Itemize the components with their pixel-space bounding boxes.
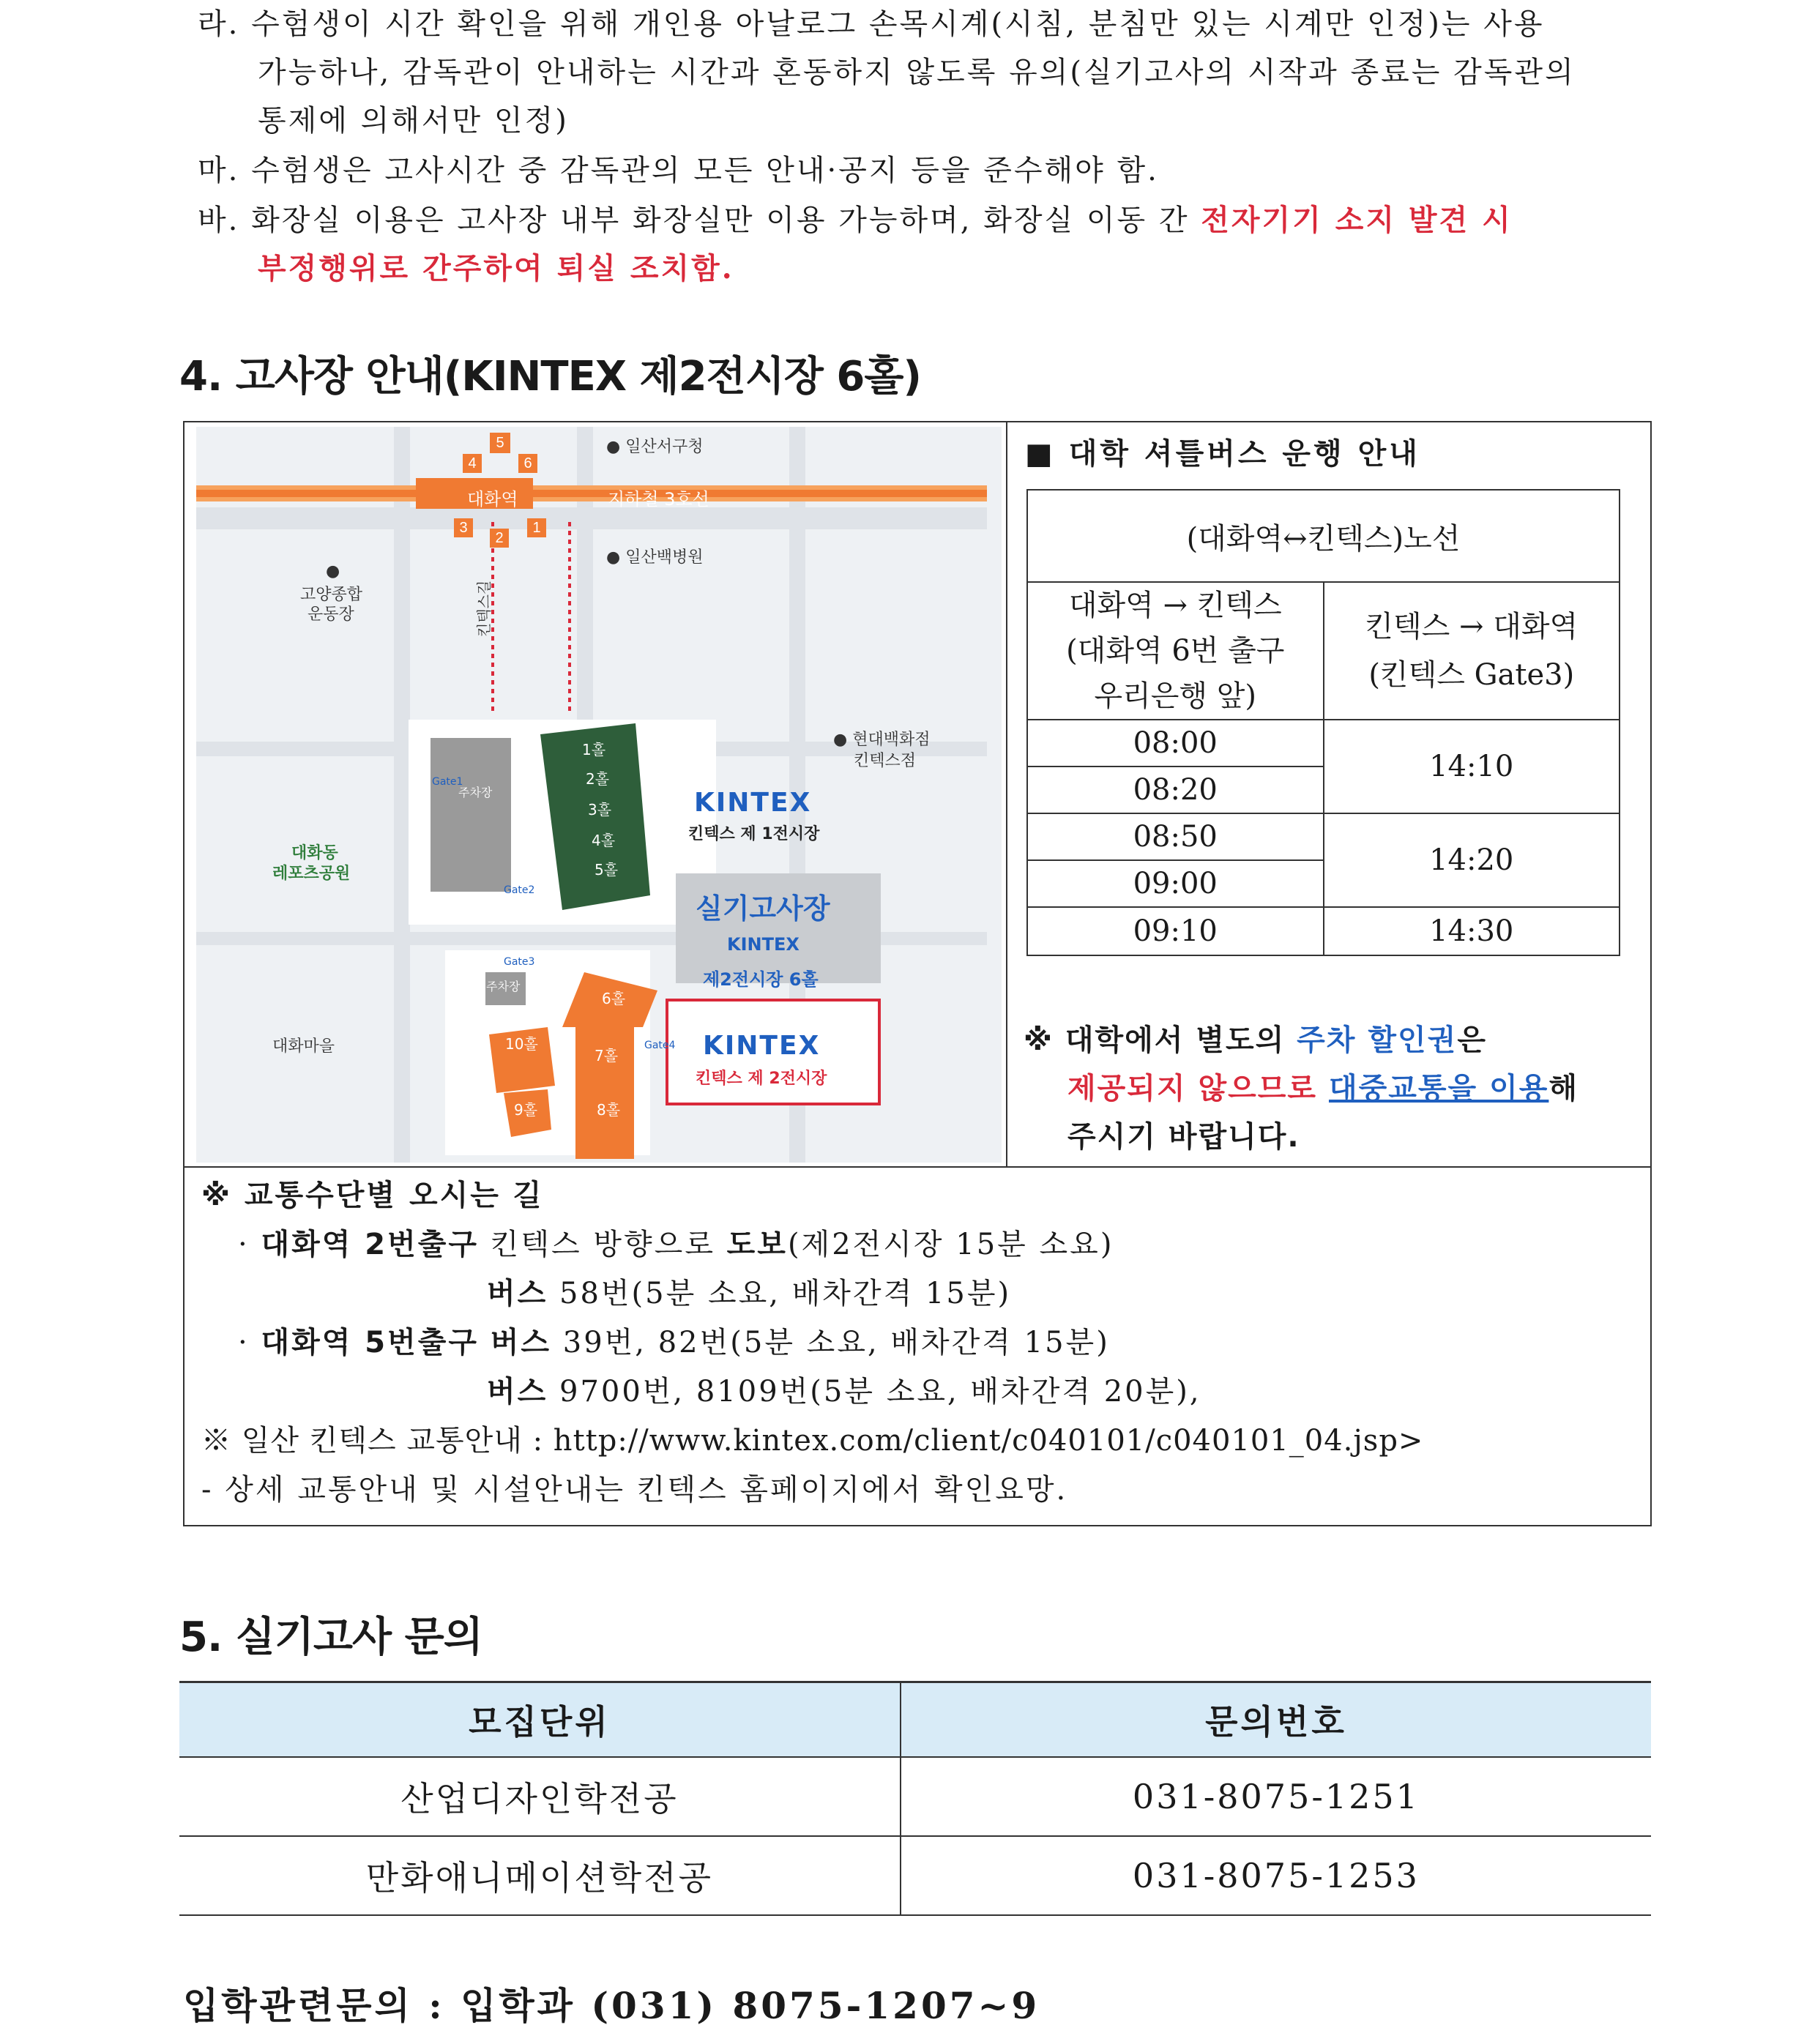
rule-ra-line2: 가능하나, 감독관이 안내하는 시간과 혼동하지 않도록 유의(실기고사의 시작과 종료는 감독관의 — [258, 56, 1576, 89]
kintex2-logo: KINTEX — [703, 1031, 821, 1061]
poi-ilsan-hospital-label: 일산백병원 — [625, 548, 704, 567]
hall-8: 8홀 — [597, 1101, 621, 1119]
poi-park-line1: 대화동 — [291, 844, 338, 862]
parking-label: 주차장 — [458, 786, 493, 799]
exam-site-hall: 제2전시장 6홀 — [703, 969, 819, 990]
note-text1: 대학에서 별도의 — [1065, 1023, 1297, 1057]
shuttle-departure: 08:20 — [1027, 766, 1324, 813]
poi-ilsanseogu-label: 일산서구청 — [625, 438, 704, 456]
vertical-divider — [1006, 421, 1007, 1168]
shuttle-table — [1026, 489, 1620, 956]
transport-title: ※ 교통수단별 오시는 길 — [201, 1179, 544, 1212]
note-text6: 해 — [1548, 1072, 1579, 1105]
hall-9: 9홀 — [514, 1101, 538, 1119]
rule-ba-warning: 전자기기 소지 발견 시 — [1201, 203, 1513, 237]
poi-ilsan-hospital: ● 일산백병원 — [606, 548, 704, 567]
transport-exit5-bus1: · 대화역 5번출구 버스 39번, 82번(5분 소요, 배차간격 15분) — [238, 1326, 1110, 1359]
kintex1-logo: KINTEX — [694, 788, 812, 818]
transport-exit5-bus2 — [201, 1368, 1423, 1417]
exit5-bus2: 9700번, 8109번(5분 소요, 배차간격 20분), — [548, 1375, 1201, 1409]
shuttle-col2-line2: (킨텍스 Gate3) — [1368, 658, 1575, 692]
admission-inquiry: 입학관련문의 : 입학과 (031) 8075-1207~9 — [183, 1984, 1040, 2027]
parking-note-line2 — [1024, 1064, 1579, 1113]
exit-1-marker: 1 — [527, 518, 546, 537]
note-discount: 주차 할인권 — [1297, 1023, 1458, 1057]
poi-hyundai-line2: 킨텍스점 — [854, 752, 917, 770]
note-public-transit: 대중교통을 이용 — [1328, 1072, 1549, 1105]
shuttle-title: ■ 대학 셔틀버스 운행 안내 — [1025, 437, 1420, 471]
shuttle-col1-header — [1027, 582, 1324, 720]
exit5-bus1: 39번, 82번(5분 소요, 배차간격 15분) — [551, 1326, 1110, 1359]
subway-line-label: 지하철 3호선 — [608, 489, 709, 510]
rule-ba-line1 — [198, 196, 1513, 245]
transport-exit2-walk: · 대화역 2번출구 킨텍스 방향으로 도보(제2전시장 15분 소요) — [238, 1228, 1114, 1261]
note-mark: ※ — [1024, 1023, 1054, 1057]
rule-ba-text: 바. 화장실 이용은 고사장 내부 화장실만 이용 가능하며, 화장실 이동 간 — [198, 204, 1201, 237]
hall-1: 1홀 — [582, 741, 606, 758]
poi-village: 대화마을 — [272, 1037, 335, 1056]
exit5-label: 대화역 5번출구 — [261, 1326, 480, 1359]
contact-header-unit: 모집단위 — [179, 1682, 901, 1758]
shuttle-col1-line3: 우리은행 앞) — [1094, 679, 1257, 713]
shuttle-departure: 08:00 — [1027, 720, 1324, 766]
exam-site-label: 실기고사장 — [696, 892, 830, 925]
rule-ra-line1: 라. 수험생이 시간 확인을 위해 개인용 아날로그 손목시계(시침, 분침만 있는 시계만 인정)는 사용 — [198, 7, 1545, 41]
note-not-provided: 제공되지 않으므로 — [1067, 1072, 1329, 1105]
hall-5: 5홀 — [595, 861, 619, 879]
contact-header-phone: 문의번호 — [901, 1682, 1651, 1758]
poi-stadium-line2: 운동장 — [308, 605, 354, 624]
shuttle-col1-line1: 대화역 → 킨텍스 — [1068, 589, 1282, 622]
exit-5-marker: 5 — [490, 433, 510, 453]
exit2-walk-a: 킨텍스 방향으로 — [479, 1228, 727, 1261]
poi-park-line2: 레포츠공원 — [272, 865, 351, 883]
contact-unit: 만화애니메이션학전공 — [179, 1836, 901, 1915]
poi-hyundai-line1: ● 현대백화점 — [833, 731, 931, 749]
parking2-label: 주차장 — [486, 980, 521, 993]
poi-ilsanseogu: ● 일산서구청 — [606, 438, 704, 456]
exit-6-marker: 6 — [518, 454, 537, 473]
transport-ilsan-info: ※ 일산 킨텍스 교통안내 : http://www.kintex.com/client/c040101/c040101_04.jsp> — [201, 1424, 1424, 1458]
shuttle-return: 14:10 — [1324, 720, 1620, 813]
poi-hyundai-label: 현대백화점 — [852, 731, 931, 749]
gate3-label: Gate3 — [504, 956, 535, 968]
hall-4: 4홀 — [592, 832, 616, 849]
exit2-bus: 58번(5분 소요, 배차간격 15분) — [548, 1277, 1012, 1310]
road-kintex-label: 킨텍스길 — [475, 580, 493, 637]
shuttle-route: (대화역↔킨텍스)노선 — [1027, 490, 1620, 582]
section4-title: 4. 고사장 안내(KINTEX 제2전시장 6홀) — [179, 353, 922, 400]
parking-note-line3: 주시기 바랍니다. — [1067, 1120, 1300, 1154]
rule-ba-line2: 부정행위로 간주하여 퇴실 조치함. — [258, 251, 734, 286]
exit5-bus1-label: 버스 — [490, 1326, 552, 1359]
table-row — [179, 1757, 1651, 1836]
exit5-bus2-label: 버스 — [487, 1375, 548, 1409]
parking-note-line1 — [1024, 1016, 1579, 1064]
station-label: 대화역 — [467, 489, 518, 510]
exit-4-marker: 4 — [463, 454, 482, 473]
parking-note — [1024, 1016, 1579, 1161]
hall-6: 6홀 — [602, 990, 626, 1007]
shuttle-return: 14:30 — [1324, 907, 1620, 955]
gate1-label: Gate1 — [432, 776, 463, 788]
shuttle-col2-line1: 킨텍스 → 대화역 — [1365, 610, 1579, 644]
hall-7: 7홀 — [595, 1047, 619, 1064]
contact-phone: 031-8075-1253 — [901, 1836, 1651, 1915]
shuttle-departure: 08:50 — [1027, 813, 1324, 860]
transport-guide — [201, 1171, 1423, 1515]
note-text3: 은 — [1457, 1023, 1487, 1057]
contact-unit: 산업디자인학전공 — [179, 1757, 901, 1836]
gate2-label: Gate2 — [504, 884, 535, 896]
hall-3: 3홀 — [588, 801, 612, 818]
shuttle-departure: 09:00 — [1027, 860, 1324, 907]
shuttle-col1-line2: (대화역 6번 출구 — [1066, 634, 1285, 668]
transport-detail-note: - 상세 교통안내 및 시설안내는 킨텍스 홈페이지에서 확인요망. — [201, 1473, 1068, 1507]
rule-ra-line3: 통제에 의해서만 인정) — [258, 104, 569, 138]
shuttle-return: 14:20 — [1324, 813, 1620, 907]
hall-2: 2홀 — [586, 770, 610, 788]
gate4-label: Gate4 — [644, 1040, 676, 1051]
shuttle-departure: 09:10 — [1027, 907, 1324, 955]
poi-stadium-dot: ● — [326, 562, 340, 581]
exit2-walk-b: 도보 — [726, 1228, 788, 1261]
kintex2-name: 킨텍스 제 2전시장 — [696, 1070, 827, 1088]
kintex1-name: 킨텍스 제 1전시장 — [688, 825, 820, 843]
exit-2-marker: 2 — [490, 529, 509, 548]
poi-stadium-line1: 고양종합 — [300, 586, 363, 604]
exit2-bus-label: 버스 — [487, 1277, 548, 1310]
shuttle-col2-header — [1324, 582, 1620, 720]
table-row — [179, 1836, 1651, 1915]
exit2-label: 대화역 2번출구 — [261, 1228, 480, 1261]
exit-3-marker: 3 — [454, 518, 473, 537]
transport-exit2-bus — [201, 1269, 1423, 1318]
exam-site-kintex: KINTEX — [727, 934, 800, 955]
section5-title: 5. 실기고사 문의 — [179, 1614, 482, 1661]
hall-10: 10홀 — [505, 1035, 538, 1053]
contact-table — [179, 1681, 1651, 1916]
contact-phone: 031-8075-1251 — [901, 1757, 1651, 1836]
rule-ma: 마. 수험생은 고사시간 중 감독관의 모든 안내·공지 등을 준수해야 함. — [198, 154, 1159, 187]
exit2-walk-c: (제2전시장 15분 소요) — [787, 1228, 1114, 1261]
